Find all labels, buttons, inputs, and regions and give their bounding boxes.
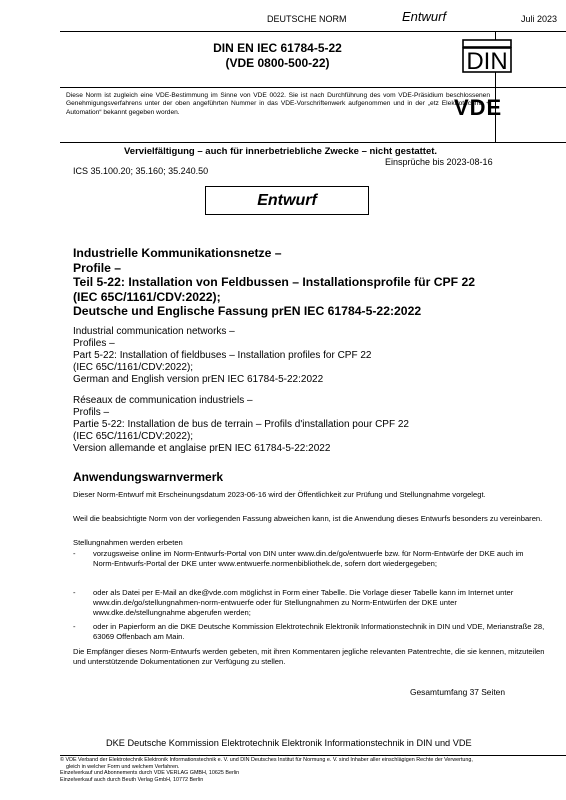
copyright-notice	[60, 757, 566, 783]
title-fr-line: Réseaux de communication industriels –	[73, 395, 253, 406]
title-en-line: Profiles –	[73, 338, 115, 349]
copy-notice: Vervielfältigung – auch für innerbetriebliche Zwecke – nicht gestattet.	[124, 146, 438, 157]
footer-rule	[60, 755, 566, 756]
list-item-text: oder als Datei per E-Mail an dke@vde.com möglichst in Form einer Tabelle. Die Vorlage dieser Tabelle kann im Internet unter www.din.de/go/stellungnahmen-norm-entwuerfe oder für Stellungnahmen zu Norm-Entwürfen der DKE unter www.dke.de/stellungnahme abgerufen werden;	[93, 588, 514, 617]
warning-heading: Anwendungswarnvermerk	[73, 470, 224, 484]
title-en-line: German and English version prEN IEC 61784-5-22:2022	[73, 374, 324, 385]
warning-paragraph: Dieser Norm-Entwurf mit Erscheinungsdatum 2023-06-16 wird der Öffentlichkeit zur Prüfung und Stellungnahme vorgelegt.	[73, 490, 486, 499]
din-logo-text: DIN	[466, 48, 508, 73]
bullet-dash: -	[73, 622, 76, 631]
vde-classification: (VDE 0800-500-22)	[225, 56, 330, 70]
title-de-line: (IEC 65C/1161/CDV:2022);	[73, 289, 221, 304]
standard-type-label: DEUTSCHE NORM	[267, 14, 347, 24]
title-en-line: Industrial communication networks –	[73, 326, 235, 337]
title-de-line: Industrielle Kommunikationsnetze –	[73, 246, 282, 260]
title-fr-line: Version allemande et anglaise prEN IEC 61784-5-22:2022	[73, 443, 331, 454]
title-de-line: Profile –	[73, 260, 122, 275]
draft-label: Entwurf	[402, 9, 447, 24]
total-pages: Gesamtumfang 37 Seiten	[410, 687, 505, 697]
title-en-line: Part 5-22: Installation of fieldbuses – Installation profiles for CPF 22	[73, 350, 372, 361]
title-fr-line: Profils –	[73, 407, 110, 418]
title-fr-line: Partie 5-22: Installation de bus de terrain – Profils d'installation pour CPF 22	[73, 419, 409, 430]
bullet-dash: -	[73, 549, 76, 558]
vde-note: Diese Norm ist zugleich eine VDE-Bestimmung im Sinne von VDE 0022. Sie ist nach Durchführung des vom VDE-Präsidium beschlossenen Genehmigungsverfahrens unter der oben angeführten Nummer in das VDE-Vorschriftenwerk aufgenommen und in der „etz Elektrotechnik + Automation“ bekannt gegeben worden.	[66, 92, 490, 116]
title-english	[73, 326, 543, 386]
vde-logo: VDE	[454, 95, 503, 120]
publication-date: Juli 2023	[521, 14, 558, 24]
title-de-line: Teil 5-22: Installation von Feldbussen – Installationsprofile für CPF 22	[73, 275, 476, 290]
patent-paragraph: Die Empfänger dieses Norm-Entwurfs werden gebeten, mit ihren Kommentaren jegliche relevanten Patentrechte, die sie kennen, mitzuteilen und unterstützende Dokumentationen zur Verfügung zu stellen.	[73, 647, 545, 666]
list-item-text: oder in Papierform an die DKE Deutsche Kommission Elektrotechnik Elektronik Informationstechnik in DIN und VDE, Merianstraße 28, 63069 Offenbach am Main.	[93, 622, 545, 641]
copyright-line: Einzelverkauf und Abonnements durch VDE VERLAG GMBH, 10625 Berlin	[60, 770, 240, 777]
warning-paragraph: Weil die beabsichtigte Norm von der vorliegenden Fassung abweichen kann, ist die Anwendung dieses Entwurfs besonders zu vereinbaren.	[73, 514, 543, 523]
footer-organization: DKE Deutsche Kommission Elektrotechnik Elektronik Informationstechnik in DIN und VDE	[106, 738, 472, 748]
din-logo	[462, 39, 512, 73]
copyright-line: gleich in welcher Form und welchem Verfahren.	[66, 763, 180, 770]
list-item-text: vorzugsweise online im Norm-Entwurfs-Portal von DIN unter www.din.de/go/entwuerfe bzw. für Norm-Entwürfe der DKE auch im Norm-Entwurfs-Portal der DKE unter www.entwuerfe.normenbibliothek.de, sofern dort wiedergegeben;	[93, 549, 524, 568]
bullet-dash: -	[73, 588, 76, 597]
objection-deadline: Einsprüche bis 2023-08-16	[385, 157, 493, 167]
title-de-line: Deutsche und Englische Fassung prEN IEC 61784-5-22:2022	[73, 304, 422, 319]
ics-codes: ICS 35.100.20; 35.160; 35.240.50	[73, 166, 209, 176]
header-divider-horizontal	[60, 87, 566, 88]
title-french	[73, 395, 543, 455]
title-fr-line: (IEC 65C/1161/CDV:2022);	[73, 431, 194, 442]
title-en-line: (IEC 65C/1161/CDV:2022);	[73, 362, 194, 373]
copyright-line: © VDE Verband der Elektrotechnik Elektronik Informationstechnik e. V. und DIN Deutsches Institut für Normung e. V. sind Inhaber aller einschlägigen Rechte der Verwertung,	[60, 757, 473, 763]
document-number: DIN EN IEC 61784-5-22	[213, 41, 342, 55]
comments-intro: Stellungnahmen werden erbeten	[73, 538, 183, 547]
draft-box: Entwurf	[205, 186, 369, 215]
copyright-line: Einzelverkauf auch durch Beuth Verlag GmbH, 10772 Berlin	[60, 776, 204, 783]
title-german	[73, 246, 543, 319]
